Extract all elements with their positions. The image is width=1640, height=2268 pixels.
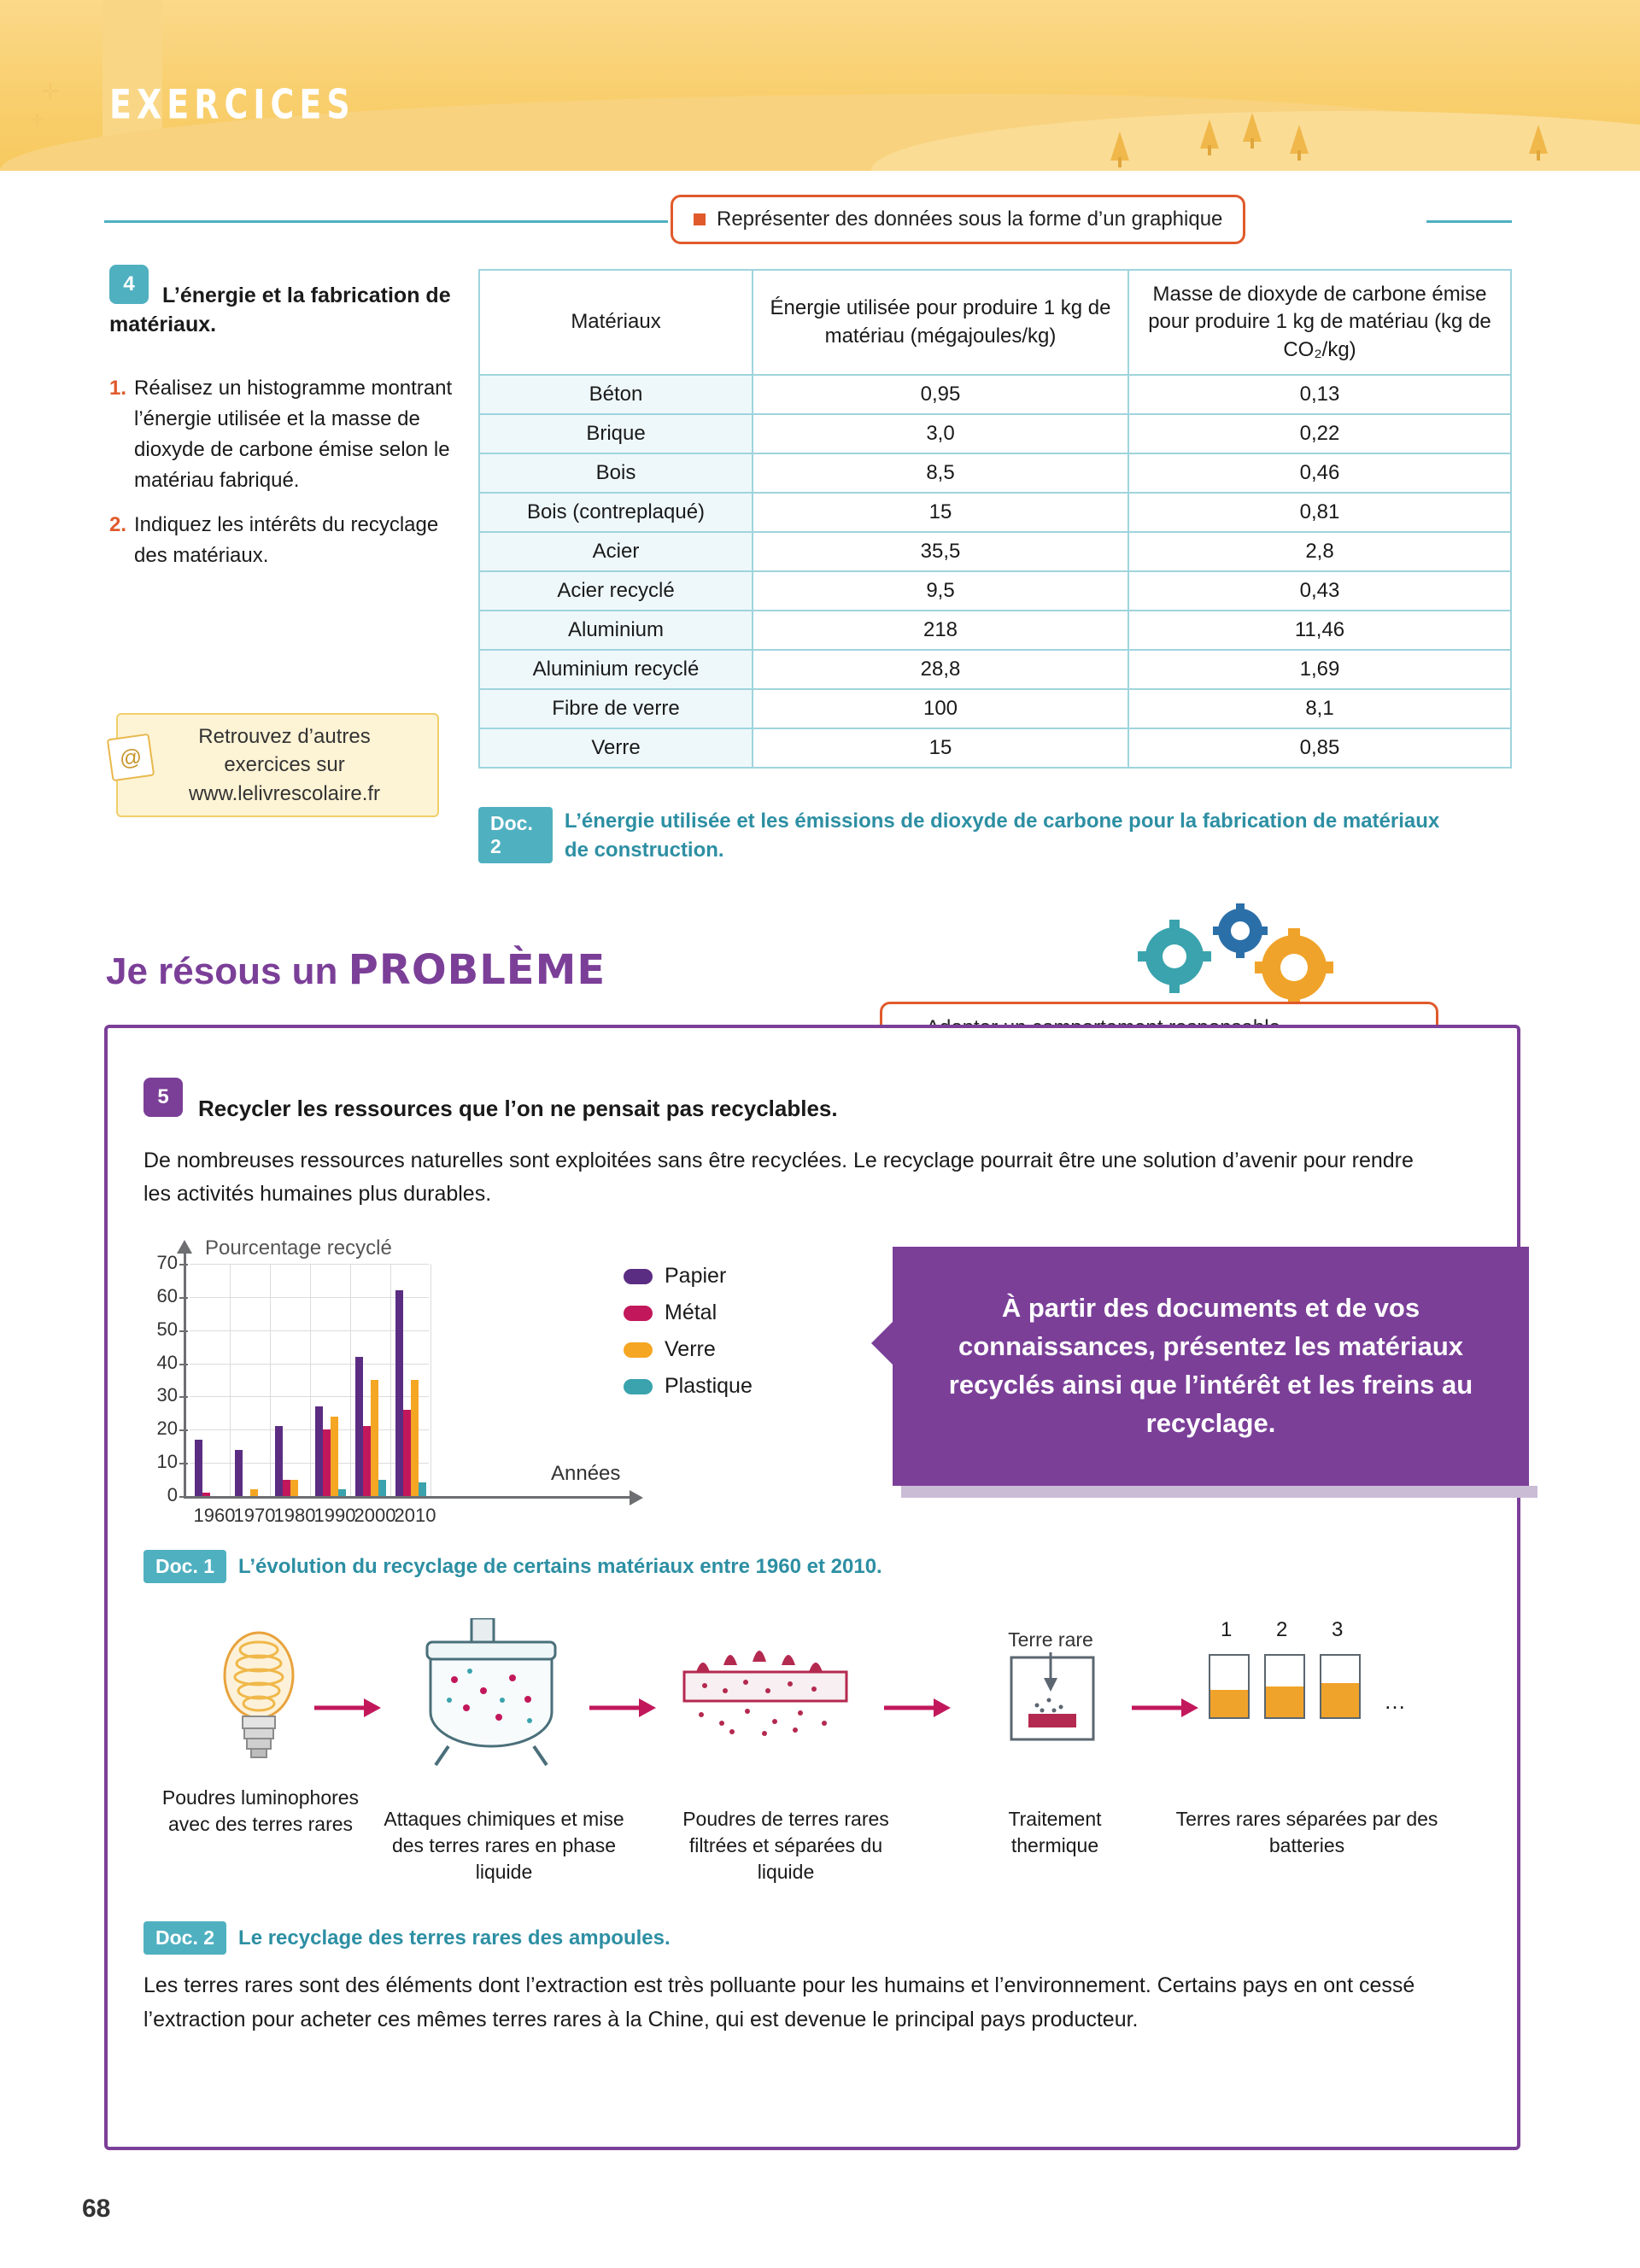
gridline-horizontal	[190, 1330, 429, 1331]
y-axis	[184, 1251, 186, 1499]
legend-label: Plastique	[665, 1374, 753, 1398]
list-item	[109, 373, 468, 496]
thermal-treatment-icon	[999, 1652, 1110, 1751]
doc-caption-text: Le recyclage des terres rares des ampoules.	[238, 1926, 671, 1949]
table-header-materiaux: Matériaux	[479, 270, 753, 375]
cell-energy: 15	[753, 728, 1128, 768]
chart-bar	[195, 1440, 202, 1496]
exercise-4-badge: 4	[109, 265, 149, 304]
legend-label: Verre	[665, 1337, 716, 1361]
cell-co2: 0,13	[1128, 375, 1511, 414]
gridline-vertical	[270, 1264, 271, 1496]
chart-legend	[624, 1264, 753, 1411]
x-axis-tick-label: 1970	[233, 1505, 276, 1526]
legend-item	[624, 1301, 753, 1325]
process-step-label-4: Traitement thermique	[1008, 1808, 1102, 1857]
question-number: 2.	[109, 513, 127, 536]
website-callout-line2: exercices sur	[224, 753, 345, 777]
battery-number: 1	[1221, 1618, 1233, 1641]
process-step-label-1: Poudres luminophores avec des terres rares	[161, 1786, 360, 1836]
chart-bar	[323, 1429, 331, 1496]
chart-bar	[290, 1480, 298, 1496]
battery-ellipsis: …	[1384, 1688, 1406, 1714]
x-axis-tick-label: 2010	[394, 1505, 436, 1526]
cell-material: Acier recyclé	[479, 571, 753, 611]
cell-material: Acier	[479, 532, 753, 571]
chart-bar	[403, 1410, 411, 1496]
chart-bar	[363, 1426, 371, 1496]
x-axis	[184, 1496, 632, 1499]
arrow-right-icon	[1132, 1695, 1200, 1721]
process-step-label-3: Poudres de terres rares filtrées et séparées du liquide	[682, 1808, 889, 1884]
callout-tail	[871, 1319, 895, 1367]
chart-bar	[371, 1380, 378, 1496]
chart-bar	[395, 1290, 403, 1496]
table-row	[479, 453, 1511, 493]
table-row	[479, 571, 1511, 611]
exercise-5-badge: 5	[144, 1078, 183, 1117]
cell-energy: 15	[753, 493, 1128, 532]
task-callout: À partir des documents et de vos connaissances, présentez les matériaux recyclés ainsi que l’intérêt et les freins au recyclage.	[893, 1247, 1529, 1486]
y-axis-tick-label: 50	[156, 1318, 178, 1340]
gears-icon	[1136, 901, 1392, 1003]
table-row	[479, 532, 1511, 571]
table-row	[479, 414, 1511, 453]
gridline-horizontal	[190, 1396, 429, 1397]
legend-label: Papier	[665, 1264, 727, 1288]
battery-icon	[1320, 1654, 1361, 1719]
gridline-vertical	[230, 1264, 231, 1496]
chart-bar	[275, 1426, 283, 1496]
chart-bar	[235, 1450, 243, 1496]
chart-bar	[202, 1493, 210, 1496]
gridline-vertical	[430, 1264, 431, 1496]
y-axis-tick	[179, 1364, 188, 1365]
gridline-horizontal	[190, 1364, 429, 1365]
cell-material: Bois	[479, 453, 753, 493]
question-text: Réalisez un histogramme montrant l’énergie utilisée et la masse de dioxyde de carbone émise selon le matériau fabriqué.	[134, 377, 453, 492]
x-axis-tick-label: 2000	[354, 1505, 396, 1526]
website-url[interactable]: www.lelivrescolaire.fr	[188, 781, 381, 805]
y-axis-tick-label: 10	[156, 1451, 178, 1473]
list-item	[109, 510, 468, 571]
cell-material: Verre	[479, 728, 753, 768]
tree-trunk	[1537, 150, 1540, 161]
callout-shadow	[901, 1486, 1538, 1498]
battery-number: 3	[1332, 1618, 1344, 1641]
chart-bar	[283, 1480, 290, 1496]
cell-co2: 0,85	[1128, 728, 1511, 768]
y-axis-tick-label: 0	[167, 1484, 178, 1505]
gridline-horizontal	[190, 1264, 429, 1265]
chart-bar	[250, 1489, 258, 1496]
cell-energy: 218	[753, 611, 1128, 650]
battery-fill	[1266, 1686, 1303, 1717]
legend-swatch	[624, 1269, 653, 1284]
table-row	[479, 689, 1511, 728]
tree-icon	[1290, 125, 1309, 154]
legend-swatch	[624, 1342, 653, 1358]
chart-bar	[315, 1406, 323, 1496]
cell-co2: 0,22	[1128, 414, 1511, 453]
battery-icon	[1264, 1654, 1305, 1719]
divider-left	[104, 220, 668, 223]
tree-icon	[1200, 120, 1219, 149]
divider-right	[1426, 220, 1512, 223]
y-axis-tick-label: 30	[156, 1384, 178, 1406]
chart-bar	[355, 1357, 363, 1496]
chart-bar	[419, 1482, 426, 1496]
doc-tag: Doc. 2	[144, 1921, 226, 1955]
x-axis-label: Années	[551, 1462, 621, 1485]
exercise-5-title: Recycler les ressources que l’on ne pensait pas recyclables.	[198, 1096, 838, 1121]
table-row	[479, 375, 1511, 414]
arrow-right-icon	[314, 1695, 383, 1721]
legend-label: Métal	[665, 1301, 718, 1324]
at-sign-icon: @	[107, 734, 155, 781]
y-axis-tick-label: 60	[156, 1284, 178, 1306]
tree-trunk	[1250, 138, 1254, 149]
doc2-top-caption	[478, 807, 1452, 864]
doc-tag: Doc. 2	[478, 807, 553, 863]
question-text: Indiquez les intérêts du recyclage des matériaux.	[134, 513, 439, 567]
x-axis-tick-label: 1980	[273, 1505, 316, 1526]
cell-co2: 0,43	[1128, 571, 1511, 611]
arrow-right-icon	[884, 1695, 952, 1721]
tree-trunk	[1118, 157, 1122, 167]
doc-tag: Doc. 1	[144, 1550, 226, 1583]
cell-material: Bois (contreplaqué)	[479, 493, 753, 532]
chart-bar	[378, 1480, 386, 1496]
battery-icon	[1209, 1654, 1250, 1719]
exercise-4-questions	[109, 373, 468, 585]
final-paragraph: Les terres rares sont des éléments dont l’extraction est très polluante pour les humains et l’environnement. Certains pays en ont cessé l’extraction pour acheter ces mêmes terres rares à la Chine, qui est devenue le principal pays producteur.	[144, 1973, 1415, 2031]
doc1-caption	[144, 1550, 882, 1583]
gridline-horizontal	[190, 1463, 429, 1464]
cell-energy: 0,95	[753, 375, 1128, 414]
y-axis-tick	[179, 1496, 188, 1498]
cell-material: Brique	[479, 414, 753, 453]
y-axis-tick	[179, 1264, 188, 1266]
tree-trunk	[1208, 145, 1211, 155]
battery-number: 2	[1276, 1618, 1288, 1641]
process-step-label-5: Terres rares séparées par des batteries	[1175, 1808, 1438, 1857]
table-header-co2: Masse de dioxyde de carbone émise pour produire 1 kg de matériau (kg de CO₂/kg)	[1128, 270, 1511, 375]
legend-item	[624, 1264, 753, 1289]
cell-material: Fibre de verre	[479, 689, 753, 728]
cell-co2: 1,69	[1128, 650, 1511, 689]
chart-title: Pourcentage recyclé	[205, 1236, 392, 1260]
tree-icon	[1529, 125, 1548, 154]
battery-fill	[1321, 1683, 1359, 1717]
gridline-vertical	[310, 1264, 311, 1496]
objective-graph-pill	[671, 195, 1245, 244]
y-axis-tick-label: 70	[156, 1252, 178, 1273]
x-axis-tick-label: 1990	[313, 1505, 356, 1526]
doc-caption-text: L’énergie utilisée et les émissions de dioxyde de carbone pour la fabrication de matériaux de construction.	[564, 810, 1440, 862]
tree-icon	[1243, 113, 1262, 142]
table-header-row	[479, 270, 1511, 375]
cell-energy: 100	[753, 689, 1128, 728]
chart-bar	[411, 1380, 419, 1496]
website-callout-line1: Retrouvez d’autres	[198, 725, 371, 749]
cell-energy: 35,5	[753, 532, 1128, 571]
y-axis-tick	[179, 1297, 188, 1299]
cell-energy: 8,5	[753, 453, 1128, 493]
section-title	[106, 946, 606, 994]
cell-energy: 28,8	[753, 650, 1128, 689]
cell-co2: 11,46	[1128, 611, 1511, 650]
legend-swatch	[624, 1306, 653, 1321]
gridline-horizontal	[190, 1429, 429, 1430]
filtered-powder-icon	[679, 1648, 858, 1746]
table-row	[479, 728, 1511, 768]
y-axis-tick	[179, 1429, 188, 1431]
chart-bar	[331, 1417, 338, 1496]
y-axis-tick	[179, 1463, 188, 1464]
section-title-script: PROBLÈME	[348, 946, 606, 994]
cell-co2: 8,1	[1128, 689, 1511, 728]
x-axis-tick-label: 1960	[193, 1505, 236, 1526]
batteries-group	[1209, 1618, 1448, 1738]
table-header-energie: Énergie utilisée pour produire 1 kg de matériau (mégajoules/kg)	[753, 270, 1128, 375]
materials-table	[478, 269, 1512, 769]
lightbulb-icon	[212, 1622, 306, 1789]
arrow-right-icon	[589, 1695, 658, 1721]
exercise-5-intro: De nombreuses ressources naturelles sont exploitées sans être recyclées. Le recyclage pourrait être une solution d’avenir pour rendre les activités humaines plus durables.	[144, 1149, 1414, 1206]
process-step-label-2: Attaques chimiques et mise des terres rares en phase liquide	[384, 1808, 624, 1884]
legend-item	[624, 1374, 753, 1399]
section-title-plain: Je résous un	[106, 950, 338, 992]
cell-material: Aluminium	[479, 611, 753, 650]
y-axis-tick-label: 20	[156, 1418, 178, 1440]
terre-rare-label: Terre rare	[1008, 1628, 1093, 1651]
tree-trunk	[1297, 150, 1301, 161]
gridline-horizontal	[190, 1297, 429, 1298]
cell-co2: 0,81	[1128, 493, 1511, 532]
doc2-bottom-caption	[144, 1921, 671, 1955]
y-axis-tick	[179, 1330, 188, 1332]
website-callout-box	[116, 713, 439, 817]
battery-fill	[1210, 1690, 1248, 1717]
chemical-tank-icon	[410, 1618, 572, 1772]
table-row	[479, 650, 1511, 689]
legend-item	[624, 1337, 753, 1362]
tree-icon	[1110, 132, 1129, 161]
table-row	[479, 493, 1511, 532]
table-row	[479, 611, 1511, 650]
legend-swatch	[624, 1379, 653, 1394]
cell-co2: 0,46	[1128, 453, 1511, 493]
chart-bar	[338, 1489, 346, 1496]
cell-energy: 3,0	[753, 414, 1128, 453]
page-title: EXERCICES	[109, 80, 355, 128]
objective-graph-text: Représenter des données sous la forme d’un graphique	[717, 208, 1223, 231]
cell-co2: 2,8	[1128, 532, 1511, 571]
cell-material: Aluminium recyclé	[479, 650, 753, 689]
decor-cross-small-icon: ✛	[31, 111, 44, 128]
decor-cross-icon: ✛	[41, 79, 60, 104]
x-axis-arrow	[630, 1490, 643, 1505]
y-axis-tick	[179, 1396, 188, 1398]
page-header-banner	[0, 0, 1640, 171]
cell-energy: 9,5	[753, 571, 1128, 611]
bullet-square-icon	[694, 213, 706, 225]
y-axis-tick-label: 40	[156, 1351, 178, 1373]
gridline-vertical	[390, 1264, 391, 1496]
cell-material: Béton	[479, 375, 753, 414]
gridline-vertical	[350, 1264, 351, 1496]
question-number: 1.	[109, 377, 127, 400]
doc-caption-text: L’évolution du recyclage de certains matériaux entre 1960 et 2010.	[238, 1554, 882, 1578]
page-number: 68	[82, 2195, 111, 2223]
exercise-4-title: L’énergie et la fabrication de matériaux.	[109, 284, 451, 336]
